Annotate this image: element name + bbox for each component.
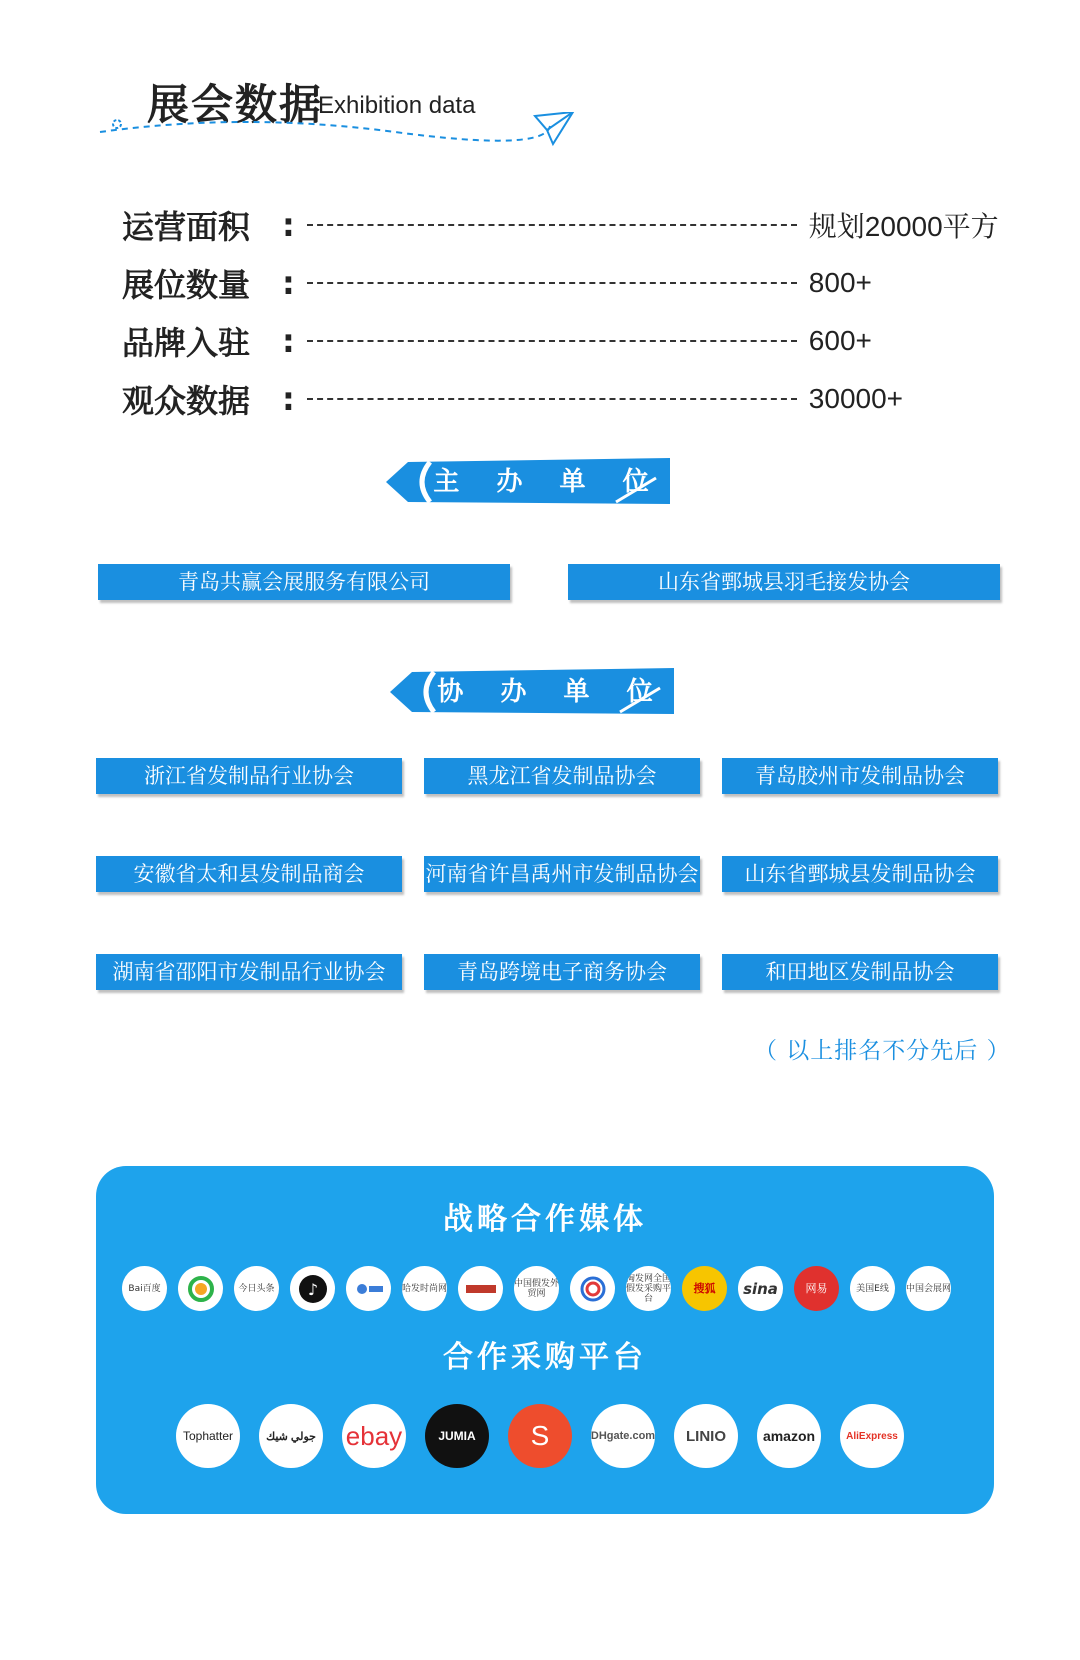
stat-row-visitors: 观众数据 : 30000+ xyxy=(122,374,1002,424)
media-logo-hafa: 哈发时尚网 xyxy=(402,1266,447,1311)
co-organizers-banner xyxy=(390,668,674,716)
page-title: 展会数据 xyxy=(147,80,324,129)
shopee-bag-icon: S xyxy=(508,1404,572,1468)
platform-logo-dhgate: DHgate.com xyxy=(591,1404,655,1468)
leader-dots xyxy=(307,398,797,400)
media-logo-toutiao: 今日头条 xyxy=(234,1266,279,1311)
co-organizer-item: 青岛胶州市发制品协会 xyxy=(722,758,998,794)
leader-dots xyxy=(307,340,797,342)
stat-row-brands: 品牌入驻 : 600+ xyxy=(122,316,1002,366)
media-logo-baidu: Bai百度 xyxy=(122,1266,167,1311)
co-organizer-item: 和田地区发制品协会 xyxy=(722,954,998,990)
platform-logo-jumia: JUMIA xyxy=(425,1404,489,1468)
platforms-title: 合作采购平台 xyxy=(443,1340,647,1375)
stat-value: 规划20000平方 xyxy=(808,211,999,242)
tiktok-icon xyxy=(290,1266,335,1311)
leader-dots xyxy=(307,224,797,226)
platform-logo-aliexpress: AliExpress xyxy=(840,1404,904,1468)
leader-dots xyxy=(307,282,797,284)
platform-logo-jollychic: جولي شيك xyxy=(259,1404,323,1468)
co-organizer-item: 安徽省太和县发制品商会 xyxy=(96,856,402,892)
media-logo-taofa: 淘发网全国假发采购平台 xyxy=(626,1266,671,1311)
stat-label: 观众数据 xyxy=(122,382,251,420)
platform-logo-linio: LINIO xyxy=(674,1404,738,1468)
stat-label: 展位数量 xyxy=(122,266,251,304)
co-organizer-item: 黑龙江省发制品协会 xyxy=(424,758,700,794)
co-organizer-item: 山东省鄄城县发制品协会 xyxy=(722,856,998,892)
platform-logos xyxy=(176,1404,904,1468)
platform-logo-tophatter: Tophatter xyxy=(176,1404,240,1468)
media-logo-meiguo: 美国E线 xyxy=(850,1266,895,1311)
media-logo xyxy=(458,1266,503,1311)
stat-label: 运营面积 xyxy=(122,208,251,246)
stat-value: 600+ xyxy=(808,325,872,356)
stat-row-area: 运营面积 : 规划20000平方 xyxy=(122,200,1002,250)
media-logos xyxy=(122,1266,951,1311)
paper-plane-icon xyxy=(95,112,615,162)
stat-row-booths: 展位数量 : 800+ xyxy=(122,258,1002,308)
organizer-item: 山东省鄄城县羽毛接发协会 xyxy=(568,564,1000,600)
partners-panel xyxy=(96,1166,994,1514)
organizer-item: 青岛共赢会展服务有限公司 xyxy=(98,564,510,600)
co-organizer-item: 青岛跨境电子商务协会 xyxy=(424,954,700,990)
media-logo xyxy=(178,1266,223,1311)
co-organizer-item: 湖南省邵阳市发制品行业协会 xyxy=(96,954,402,990)
media-logo xyxy=(570,1266,615,1311)
media-logo-netease: 网易 xyxy=(794,1266,839,1311)
platform-logo-ebay: ebay xyxy=(342,1404,406,1468)
co-organizers-title: 协 办 单 位 xyxy=(437,677,667,707)
stat-value: 30000+ xyxy=(808,383,904,414)
media-logo-sina: sina xyxy=(738,1266,783,1311)
media-logo-wig-trade: 中国假发外贸网 xyxy=(514,1266,559,1311)
media-title: 战略合作媒体 xyxy=(443,1202,647,1237)
media-logo-expo: 中国会展网 xyxy=(906,1266,951,1311)
ranking-note: （ 以上排名不分先后 ） xyxy=(754,1038,1011,1064)
co-organizer-item: 河南省许昌禹州市发制品协会 xyxy=(424,856,700,892)
co-organizer-item: 浙江省发制品行业协会 xyxy=(96,758,402,794)
organizers-title: 主 办 单 位 xyxy=(433,467,663,497)
stat-label: 品牌入驻 xyxy=(122,324,251,362)
media-logo-sohu: 搜狐 xyxy=(682,1266,727,1311)
page-subtitle: Exhibition data xyxy=(318,92,476,119)
stat-value: 800+ xyxy=(808,267,872,298)
svg-text:♪: ♪ xyxy=(307,1279,318,1299)
platform-logo-amazon: amazon xyxy=(757,1404,821,1468)
media-logo xyxy=(346,1266,391,1311)
organizers-banner xyxy=(386,458,670,506)
